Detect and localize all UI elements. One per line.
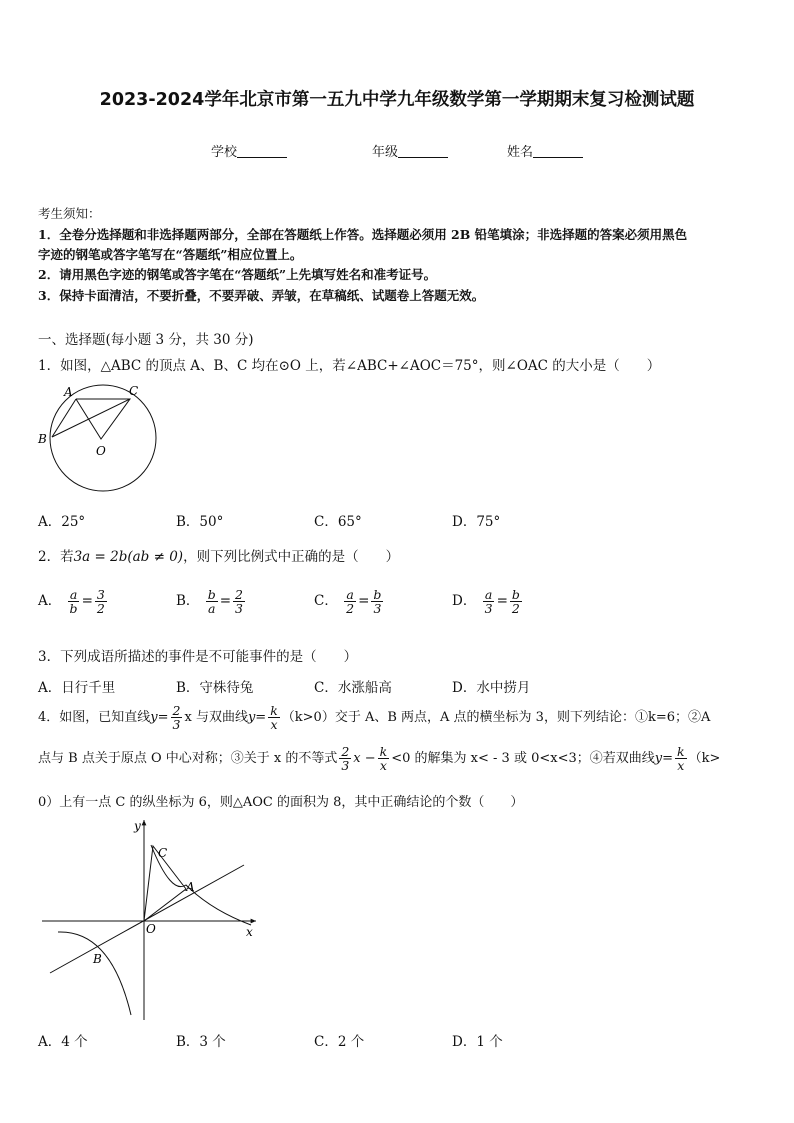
q4-text: <0 的解集为 x< - 3 或 0<x<3；④若双曲线 bbox=[391, 751, 655, 766]
page-title: 2023-2024学年北京市第一五九中学九年级数学第一学期期末复习检测试题 bbox=[99, 90, 695, 110]
q2-option-letter: B． bbox=[176, 593, 200, 609]
q2-option-letter: A． bbox=[38, 593, 62, 609]
q1-option-c[interactable]: C．65° bbox=[314, 514, 362, 530]
q2-option-letter: D． bbox=[452, 593, 477, 609]
label-c-graph: C bbox=[158, 846, 168, 860]
q2-stem bbox=[38, 545, 399, 565]
hyperbola-branch-third bbox=[58, 932, 131, 1015]
q2-option-letter: C． bbox=[314, 593, 338, 609]
q4-line1 bbox=[38, 704, 710, 731]
q2-option-a[interactable] bbox=[38, 588, 109, 615]
grade-label: 年级 bbox=[372, 145, 399, 160]
fraction: $\frac{2}{3}$ bbox=[172, 703, 181, 732]
q4-text: 点与 B 点关于原点 O 中心对称；③关于 x 的不等式 bbox=[38, 751, 338, 766]
equals-sign: = bbox=[219, 593, 232, 609]
q1-stem: 1．如图，△ABC 的顶点 A、B、C 均在⊙O 上，若∠ABC+∠AOC＝75°，则∠OAC 的大小是（ ） bbox=[38, 358, 661, 374]
notice-item3: 3．保持卡面清洁，不要折叠，不要弄破、弄皱，在草稿纸、试题卷上答题无效。 bbox=[38, 288, 485, 303]
q4-math: y= bbox=[150, 710, 169, 725]
label-o-graph: O bbox=[146, 922, 156, 936]
name-field[interactable] bbox=[507, 141, 583, 160]
grade-field[interactable] bbox=[372, 141, 448, 160]
fraction: $\frac{k}{x}$ bbox=[677, 744, 685, 773]
q4-line3: 0）上有一点 C 的纵坐标为 6，则△AOC 的面积为 8，其中正确结论的个数（ ） bbox=[38, 795, 524, 810]
q4-line2 bbox=[38, 745, 720, 772]
name-blank[interactable] bbox=[533, 145, 583, 158]
q4-graph-figure bbox=[36, 815, 266, 1025]
q2-stem-math: 3a = 2b(ab ≠ 0) bbox=[73, 549, 184, 565]
q2-stem-pre: 2．若 bbox=[38, 549, 74, 565]
q1-option-d[interactable]: D．75° bbox=[452, 514, 501, 530]
triangle-aoc bbox=[76, 399, 130, 439]
q3-option-a[interactable]: A．日行千里 bbox=[38, 680, 116, 696]
q4-option-b[interactable]: B．3 个 bbox=[176, 1034, 226, 1050]
q3-option-b[interactable]: B．守株待兔 bbox=[176, 680, 254, 696]
circle-o bbox=[50, 385, 156, 491]
label-b-graph: B bbox=[93, 952, 102, 966]
fraction: $\frac{2}{3}$ bbox=[341, 744, 350, 773]
fraction: $\frac{k}{x}$ bbox=[270, 703, 278, 732]
label-a-graph: A bbox=[186, 880, 195, 894]
q4-text: x 与双曲线 bbox=[184, 710, 248, 725]
fraction: $\frac{b}{3}$ bbox=[373, 587, 382, 616]
q4-option-a[interactable]: A．4 个 bbox=[38, 1034, 88, 1050]
q4-text: 4．如图，已知直线 bbox=[38, 710, 151, 725]
label-x: x bbox=[246, 925, 253, 939]
school-field[interactable] bbox=[211, 141, 287, 160]
fraction: $\frac{3}{2}$ bbox=[96, 587, 105, 616]
q3-option-c[interactable]: C．水涨船高 bbox=[314, 680, 392, 696]
notice-item2: 2．请用黑色字迹的钢笔或答字笔在“答题纸”上先填写姓名和准考证号。 bbox=[38, 267, 437, 282]
q4-text: （k>0）交于 A、B 两点，A 点的横坐标为 3，则下列结论：①k=6；②A bbox=[281, 710, 711, 725]
fraction: $\frac{a}{2}$ bbox=[346, 587, 355, 616]
fraction: $\frac{a}{b}$ bbox=[69, 587, 78, 616]
notice-heading: 考生须知： bbox=[38, 206, 101, 221]
fraction: $\frac{2}{3}$ bbox=[235, 587, 243, 616]
q2-stem-post: ，则下列比例式中正确的是（ ） bbox=[183, 549, 400, 565]
label-c: C bbox=[129, 384, 139, 398]
school-blank[interactable] bbox=[237, 145, 287, 158]
equals-sign: = bbox=[358, 593, 370, 609]
q3-stem: 3．下列成语所描述的事件是不可能事件的是（ ） bbox=[38, 649, 358, 665]
equals-sign: = bbox=[496, 593, 508, 609]
q1-option-b[interactable]: B．50° bbox=[176, 514, 224, 530]
q4-text: （k> bbox=[688, 751, 721, 766]
equals-sign: = bbox=[81, 593, 93, 609]
fraction: $\frac{k}{x}$ bbox=[379, 744, 388, 773]
q4-math: x − bbox=[353, 751, 376, 766]
notice-item1-line2: 字迹的钢笔或答字笔写在“答题纸”相应位置上。 bbox=[38, 247, 303, 262]
label-a: A bbox=[64, 385, 73, 399]
q4-option-c[interactable]: C．2 个 bbox=[314, 1034, 365, 1050]
label-b: B bbox=[38, 432, 47, 446]
q2-option-d[interactable] bbox=[452, 588, 524, 615]
q4-math: y= bbox=[247, 710, 267, 725]
q1-option-a[interactable]: A．25° bbox=[38, 514, 86, 530]
name-label: 姓名 bbox=[507, 145, 534, 160]
label-y: y bbox=[134, 819, 141, 833]
section-heading: 一、选择题(每小题 3 分，共 30 分) bbox=[38, 332, 254, 348]
q2-option-b[interactable] bbox=[176, 588, 247, 615]
notice-item1-line1: 1．全卷分选择题和非选择题两部分，全部在答题纸上作答。选择题必须用 2B 铅笔填涂；非选择题的答案必须用黑色 bbox=[38, 227, 688, 242]
school-label: 学校 bbox=[211, 145, 238, 160]
grade-blank[interactable] bbox=[398, 145, 448, 158]
q2-option-c[interactable] bbox=[314, 588, 385, 615]
fraction: $\frac{b}{a}$ bbox=[207, 587, 216, 616]
q4-math: y= bbox=[654, 751, 673, 766]
fraction: $\frac{a}{3}$ bbox=[484, 587, 493, 616]
q4-option-d[interactable]: D．1 个 bbox=[452, 1034, 503, 1050]
fraction: $\frac{b}{2}$ bbox=[511, 587, 520, 616]
q1-circle-figure bbox=[36, 380, 166, 500]
label-o: O bbox=[96, 444, 106, 458]
q3-option-d[interactable]: D．水中捞月 bbox=[452, 680, 531, 696]
